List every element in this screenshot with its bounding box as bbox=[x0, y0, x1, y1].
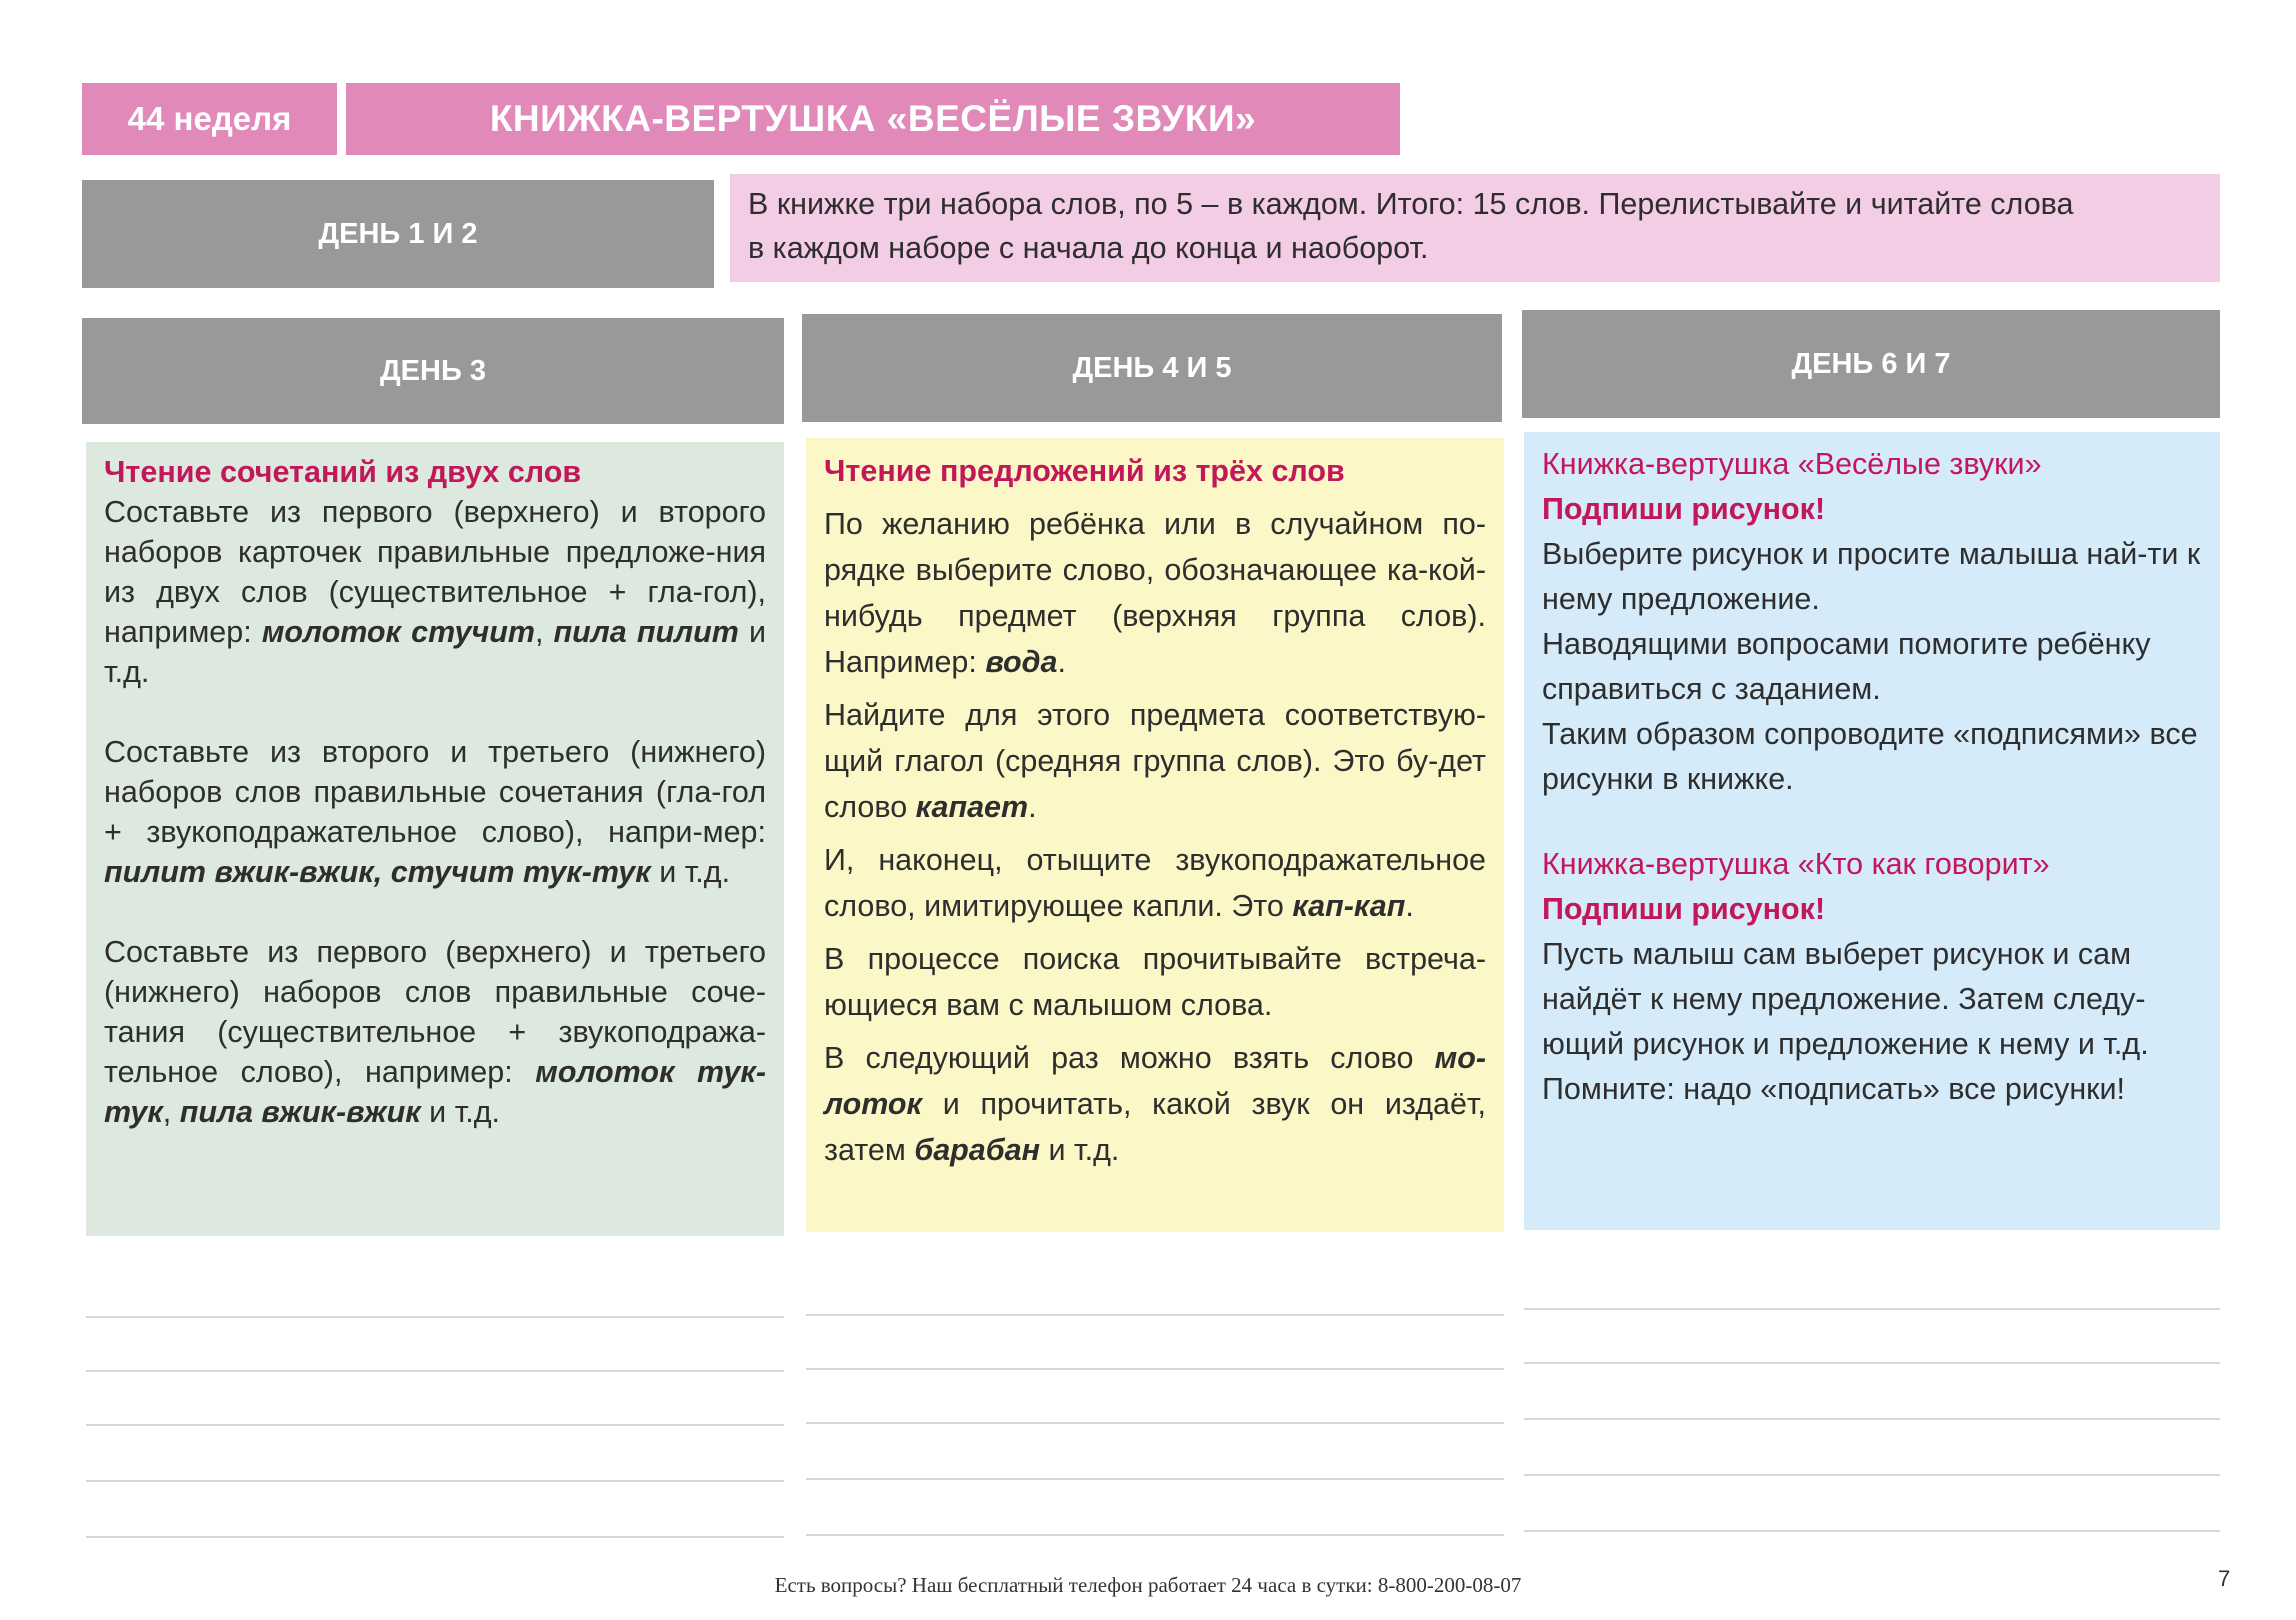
example-words: пилит вжик-вжик, стучит тук-тук bbox=[104, 855, 651, 889]
example-words: молоток стучит bbox=[261, 615, 535, 649]
day-6-7-heading-1: Книжка-вертушка «Весёлые звуки» bbox=[1542, 447, 2042, 481]
day-6-7-panel bbox=[1524, 432, 2220, 1230]
example-words: мо-лоток bbox=[824, 1041, 1486, 1121]
writing-line bbox=[806, 1422, 1504, 1424]
day-3-heading: Чтение сочетаний из двух слов bbox=[104, 455, 582, 489]
example-words: пила вжик-вжик bbox=[179, 1095, 421, 1129]
day-4-5-header: ДЕНЬ 4 И 5 bbox=[802, 314, 1502, 422]
intro-text bbox=[730, 174, 2220, 282]
day-6-7-subheading-2: Подпиши рисунок! bbox=[1542, 892, 1826, 926]
day-3-paragraph-3: Составьте из первого (верхнего) и третьего (нижнего) наборов слов правильные соче-тания (существительное + звукоподража-тельное слово), например: молоток тук-тук, пила вжик-вжик и т.д. bbox=[104, 935, 766, 1129]
day-3-panel bbox=[86, 442, 784, 1236]
day-6-7-paragraph-4: Пусть малыш сам выберет рисунок и сам найдёт к нему предложение. Затем следу-ющий рисунок и предложение к нему и т.д. bbox=[1542, 937, 2149, 1061]
example-words: вода bbox=[985, 645, 1058, 679]
footer-hotline: Есть вопросы? Наш бесплатный телефон работает 24 часа в сутки: 8-800-200-08-07 bbox=[774, 1573, 1522, 1597]
day-4-5-paragraph-1: По желанию ребёнка или в случайном по-рядке выберите слово, обозначающее ка-кой-нибудь предмет (верхняя группа слов). Например: вода. bbox=[824, 507, 1486, 679]
writing-line bbox=[1524, 1308, 2220, 1310]
day-1-2-header: ДЕНЬ 1 И 2 bbox=[82, 180, 714, 288]
writing-line bbox=[86, 1536, 784, 1538]
example-words: молоток тук-тук bbox=[104, 1055, 766, 1129]
writing-line bbox=[806, 1534, 1504, 1536]
example-words: барабан bbox=[914, 1133, 1041, 1167]
example-words: пила пилит bbox=[553, 615, 739, 649]
intro-line-1: В книжке три набора слов, по 5 – в каждом. Итого: 15 слов. Перелистывайте и читайте слова bbox=[748, 187, 2074, 221]
writing-line bbox=[1524, 1530, 2220, 1532]
day-4-5-paragraph-5: В следующий раз можно взять слово мо-лоток и прочитать, какой звук он издаёт, затем барабан и т.д. bbox=[824, 1041, 1486, 1167]
writing-line bbox=[86, 1370, 784, 1372]
example-words: кап-кап bbox=[1292, 889, 1406, 923]
day-4-5-paragraph-4: В процессе поиска прочитывайте встреча-ющиеся вам с малышом слова. bbox=[824, 942, 1486, 1022]
writing-line bbox=[1524, 1418, 2220, 1420]
day-3-header: ДЕНЬ 3 bbox=[82, 318, 784, 424]
intro-line-2: в каждом наборе с начала до конца и наоборот. bbox=[748, 231, 1429, 265]
writing-line bbox=[86, 1316, 784, 1318]
day-6-7-header: ДЕНЬ 6 И 7 bbox=[1522, 310, 2220, 418]
page-title: КНИЖКА-ВЕРТУШКА «ВЕСЁЛЫЕ ЗВУКИ» bbox=[346, 83, 1400, 155]
day-3-paragraph-2: Составьте из второго и третьего (нижнего) наборов слов правильные сочетания (гла-гол + звукоподражательное слово), напри-мер: пилит вжик-вжик, стучит тук-тук и т.д. bbox=[104, 735, 766, 889]
day-6-7-subheading-1: Подпиши рисунок! bbox=[1542, 492, 1826, 526]
example-words: капает bbox=[915, 790, 1029, 824]
day-3-paragraph-1: Составьте из первого (верхнего) и второго наборов карточек правильные предложе-ния из двух слов (существительное + гла-гол), например: молоток стучит, пила пилит и т.д. bbox=[104, 495, 766, 689]
writing-line bbox=[806, 1478, 1504, 1480]
day-4-5-paragraph-2: Найдите для этого предмета соответствую-щий глагол (средняя группа слов). Это бу-дет слово капает. bbox=[824, 698, 1486, 824]
day-6-7-heading-2: Книжка-вертушка «Кто как говорит» bbox=[1542, 847, 2050, 881]
writing-line bbox=[806, 1314, 1504, 1316]
day-4-5-panel bbox=[806, 438, 1504, 1232]
day-6-7-paragraph-5: Помните: надо «подписать» все рисунки! bbox=[1542, 1072, 2126, 1106]
writing-line bbox=[1524, 1474, 2220, 1476]
week-label: 44 неделя bbox=[82, 83, 337, 155]
writing-line bbox=[1524, 1362, 2220, 1364]
day-6-7-paragraph-1: Выберите рисунок и просите малыша най-ти к нему предложение. bbox=[1542, 537, 2201, 616]
writing-line bbox=[86, 1424, 784, 1426]
day-4-5-paragraph-3: И, наконец, отыщите звукоподражательное слово, имитирующее капли. Это кап-кап. bbox=[824, 843, 1486, 923]
page-number: 7 bbox=[2218, 1566, 2231, 1591]
day-4-5-heading: Чтение предложений из трёх слов bbox=[824, 454, 1345, 488]
writing-line bbox=[806, 1368, 1504, 1370]
day-6-7-paragraph-2: Наводящими вопросами помогите ребёнку справиться с заданием. bbox=[1542, 627, 2151, 706]
writing-line bbox=[86, 1480, 784, 1482]
day-6-7-paragraph-3: Таким образом сопроводите «подписями» все рисунки в книжке. bbox=[1542, 717, 2198, 796]
